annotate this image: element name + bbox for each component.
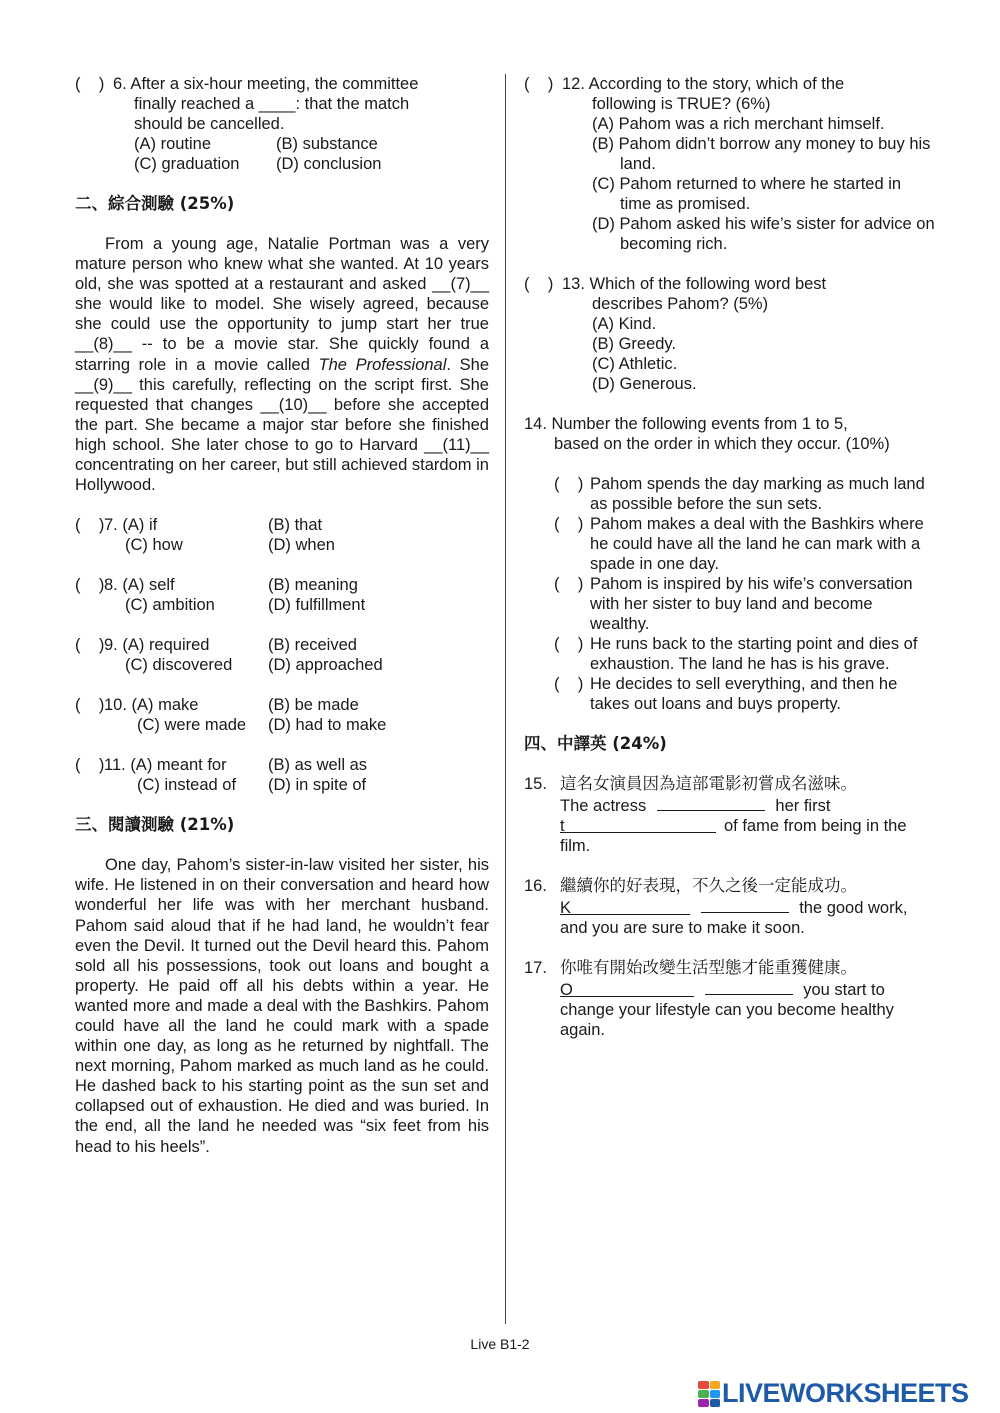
logo-text: LIVEWORKSHEETS bbox=[722, 1378, 969, 1408]
question-6 bbox=[75, 74, 489, 174]
option-c: (C) Athletic. bbox=[592, 355, 678, 373]
question-17: 17. 你唯有開始改變生活型態才能重獲健康。 O you start to change your lifestyle can you become healthy again. bbox=[524, 958, 936, 1040]
cloze-passage: From a young age, Natalie Portman was a very mature person who knew what she wanted. At 10 years old, she was spotted at a restaurant and asked __(7)__ she would like to model. She wisely agreed, because she could use the opportunity to jump start her true __(8)__ -- to be a movie star. She quickly found a starring role in a movie called The Professional. She __(9)__ this carefully, reflecting on the script first. She requested that changes __(10)__ before she accepted the part. She became a major star before she finished high school. She later chose to go to Harvard __(11)__ concentrating on her career, but still achieved stardom in Hollywood. bbox=[75, 235, 489, 495]
reading-passage: One day, Pahom’s sister-in-law visited her sister, his wife. He listened in on their conversation and heard how wonderful her life was with her merchant husband. Pahom said aloud that if he had land, he wouldn’t fear even the Devil. It turned out the Devil heard this. Pahom sold all his possessions, took out loans and bought a property. He paid off all his debts within a year. He wanted more and made a deal with the Bashkirs. Pahom could have all the land he could mark with a spade within one day, as long as he returned by nightfall. The next morning, Pahom marked as much land as he could. He dashed back to his starting point as the sun set and collapsed out of exhaustion. He died and was buried. In the end, all the land he needed was “six feet from his head to his heels”. bbox=[75, 856, 489, 1156]
option-c: (C) graduation bbox=[134, 155, 240, 173]
question-12 bbox=[524, 74, 936, 254]
option-b: (B) Pahom didn’t borrow any money to buy his land. bbox=[592, 135, 931, 173]
option-d: (D) fulfillment bbox=[268, 596, 366, 615]
answer-box[interactable]: ( ) bbox=[75, 636, 105, 655]
question-stem: describes Pahom? (5%) bbox=[592, 295, 769, 313]
answer-box[interactable]: ( ) bbox=[524, 275, 554, 293]
event-item: ( ) Pahom spends the day marking as much land as possible before the sun sets. bbox=[554, 475, 925, 513]
liveworksheets-logo bbox=[698, 1378, 969, 1409]
left-column bbox=[75, 74, 489, 1177]
blank-input[interactable] bbox=[701, 896, 789, 913]
option-a: (A) make bbox=[131, 696, 199, 715]
question-9: ( ) 9. (A) required (B) received (C) discovered (D) approached bbox=[75, 636, 383, 675]
option-d: (D) when bbox=[268, 536, 335, 555]
question-8: ( ) 8. (A) self (B) meaning (C) ambition (D) fulfillment bbox=[75, 576, 366, 615]
movie-title: The Professional bbox=[318, 355, 447, 374]
question-stem: following is TRUE? (6%) bbox=[592, 95, 771, 113]
blank-input[interactable] bbox=[657, 794, 765, 811]
option-d: (D) conclusion bbox=[276, 155, 382, 173]
option-b: (B) substance bbox=[276, 135, 378, 153]
option-d: (D) had to make bbox=[268, 716, 387, 735]
event-item: ( ) He runs back to the starting point and dies of exhaustion. The land he has is his grave. bbox=[554, 635, 918, 673]
order-input[interactable]: ( ) bbox=[554, 475, 584, 493]
question-10: ( ) 10. (A) make (B) be made (C) were made (D) had to make bbox=[75, 696, 387, 735]
answer-box[interactable]: ( ) bbox=[75, 516, 105, 535]
question-stem: based on the order in which they occur. (10%) bbox=[554, 435, 890, 453]
question-11: ( ) 11. (A) meant for (B) as well as (C) instead of (D) in spite of bbox=[75, 756, 368, 795]
event-item: ( ) Pahom makes a deal with the Bashkirs where he could have all the land he can mark with a spade in one day. bbox=[554, 515, 924, 573]
option-c: (C) instead of bbox=[137, 776, 237, 795]
question-7: ( ) 7. (A) if (B) that (C) how (D) when bbox=[75, 516, 335, 555]
logo-icon bbox=[698, 1381, 720, 1407]
question-13 bbox=[524, 274, 936, 394]
blank-input[interactable]: O bbox=[560, 980, 694, 997]
option-b: (B) Greedy. bbox=[592, 335, 677, 353]
option-b: (B) that bbox=[268, 516, 323, 535]
blank-input[interactable]: t bbox=[560, 816, 716, 833]
order-input[interactable]: ( ) bbox=[554, 515, 584, 533]
question-14 bbox=[524, 414, 936, 714]
option-b: (B) be made bbox=[268, 696, 359, 715]
answer-box[interactable]: ( ) bbox=[75, 75, 105, 93]
page-footer: Live B1-2 bbox=[470, 1336, 530, 1352]
question-15: 15. 這名女演員因為這部電影初嘗成名滋味。 The actress her first t of fame from being in the film. bbox=[524, 774, 936, 856]
blank-input[interactable]: K bbox=[560, 898, 690, 915]
question-stem: 13. Which of the following word best bbox=[562, 275, 827, 293]
option-d: (D) in spite of bbox=[268, 776, 367, 795]
question-stem: should be cancelled. bbox=[134, 115, 285, 133]
option-c: (C) Pahom returned to where he started in time as promised. bbox=[592, 175, 902, 213]
answer-box[interactable]: ( ) bbox=[75, 576, 105, 595]
order-input[interactable]: ( ) bbox=[554, 675, 584, 693]
event-item: ( ) He decides to sell everything, and then he takes out loans and buys property. bbox=[554, 675, 898, 713]
section-title: 二、綜合測驗 (25%) bbox=[75, 194, 235, 213]
option-a: (A) required bbox=[122, 636, 210, 655]
answer-box[interactable]: ( ) bbox=[75, 696, 105, 715]
option-a: (A) self bbox=[122, 576, 175, 595]
column-divider bbox=[505, 74, 506, 1324]
section-title: 四、中譯英 (24%) bbox=[524, 734, 667, 753]
question-stem: 14. Number the following events from 1 to 5, bbox=[524, 415, 848, 433]
order-input[interactable]: ( ) bbox=[554, 635, 584, 653]
option-d: (D) Pahom asked his wife’s sister for advice on becoming rich. bbox=[592, 215, 935, 253]
question-16: 16. 繼續你的好表現，不久之後一定能成功。 K the good work, and you are sure to make it soon. bbox=[524, 876, 936, 938]
option-b: (B) as well as bbox=[268, 756, 368, 775]
option-c: (C) discovered bbox=[125, 656, 233, 675]
question-stem: finally reached a ____: that the match bbox=[134, 95, 410, 113]
option-d: (D) Generous. bbox=[592, 375, 697, 393]
question-stem: 6. After a six-hour meeting, the committee bbox=[113, 75, 419, 93]
chinese-sentence: 你唯有開始改變生活型態才能重獲健康。 bbox=[560, 958, 857, 977]
right-column bbox=[524, 74, 936, 1060]
option-a: (A) meant for bbox=[130, 756, 227, 775]
option-a: (A) if bbox=[122, 516, 158, 535]
section-title: 三、閱讀測驗 (21%) bbox=[75, 815, 235, 835]
option-c: (C) ambition bbox=[125, 596, 215, 615]
option-b: (B) received bbox=[268, 636, 357, 655]
option-a: (A) Kind. bbox=[592, 315, 657, 333]
option-d: (D) approached bbox=[268, 656, 383, 675]
answer-box[interactable]: ( ) bbox=[524, 75, 554, 93]
question-stem: 12. According to the story, which of the bbox=[562, 75, 845, 93]
option-b: (B) meaning bbox=[268, 576, 358, 595]
option-c: (C) were made bbox=[137, 716, 247, 735]
chinese-sentence: 繼續你的好表現，不久之後一定能成功。 bbox=[560, 876, 857, 895]
order-input[interactable]: ( ) bbox=[554, 575, 584, 593]
blank-input[interactable] bbox=[705, 978, 793, 995]
option-c: (C) how bbox=[125, 536, 183, 555]
chinese-sentence: 這名女演員因為這部電影初嘗成名滋味。 bbox=[560, 774, 857, 793]
event-item: ( ) Pahom is inspired by his wife’s conversation with her sister to buy land and become wealthy. bbox=[554, 575, 913, 633]
option-a: (A) routine bbox=[134, 135, 212, 153]
option-a: (A) Pahom was a rich merchant himself. bbox=[592, 115, 885, 133]
answer-box[interactable]: ( ) bbox=[75, 756, 105, 775]
